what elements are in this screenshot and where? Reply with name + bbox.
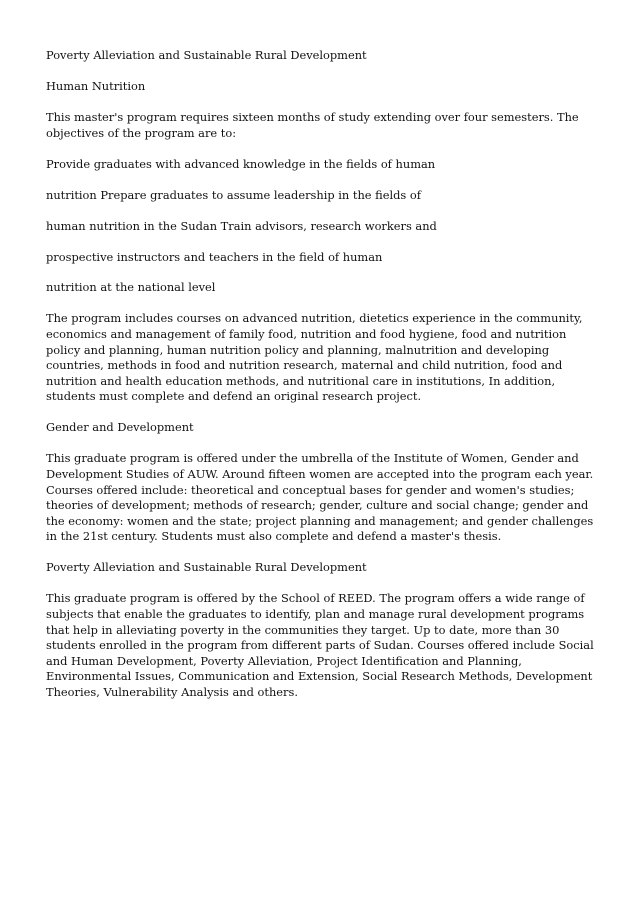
document-page: [46, 48, 596, 716]
heading-human-nutrition: Human Nutrition: [46, 78, 146, 93]
objective-line-1: Provide graduates with advanced knowledge in the fields of human: [46, 156, 436, 171]
heading-gender-development: Gender and Development: [46, 420, 194, 435]
heading-poverty-alleviation: Poverty Alleviation and Sustainable Rural Development: [46, 560, 367, 575]
paragraph-program-intro: This master's program requires sixteen months of study extending over four semesters. The objectives of the program are to:: [46, 109, 579, 140]
paragraph-gender-program: This graduate program is offered under the umbrella of the Institute of Women, Gender and Development Studies of AUW. Around fifteen women are accepted into the program each year. Courses offered include: theoretical and conceptual bases for gender and women's studies; theories of development; methods of research; gender, culture and social change; gender and the economy: women and the state; project planning and management; and gender challenges in the 21st century. Students must also complete and defend a master's thesis.: [46, 451, 594, 544]
paragraph-nutrition-courses: The program includes courses on advanced nutrition, dietetics experience in the community, economics and management of family food, nutrition and food hygiene, food and nutrition policy and planning, human nutrition policy and planning, malnutrition and developing countries, methods in food and nutrition research, maternal and child nutrition, food and nutrition and health education methods, and nutritional care in institutions, In addition, students must complete and defend an original research project.: [46, 311, 583, 404]
paragraph-poverty-program: This graduate program is offered by the School of REED. The program offers a wide range of subjects that enable the graduates to identify, plan and manage rural development programs that help in alleviating poverty in the communities they target. Up to date, more than 30 students enrolled in the program from different parts of Sudan. Courses offered include Social and Human Development, Poverty Alleviation, Project Identification and Planning, Environmental Issues, Communication and Extension, Social Research Methods, Development Theories, Vulnerability Analysis and others.: [46, 591, 594, 699]
objective-line-4: prospective instructors and teachers in the field of human: [46, 249, 383, 264]
objective-line-2: nutrition Prepare graduates to assume leadership in the fields of: [46, 187, 421, 202]
objective-line-5: nutrition at the national level: [46, 280, 216, 295]
objective-line-3: human nutrition in the Sudan Train advisors, research workers and: [46, 218, 437, 233]
heading-poverty-alleviation-top: Poverty Alleviation and Sustainable Rural Development: [46, 48, 367, 62]
